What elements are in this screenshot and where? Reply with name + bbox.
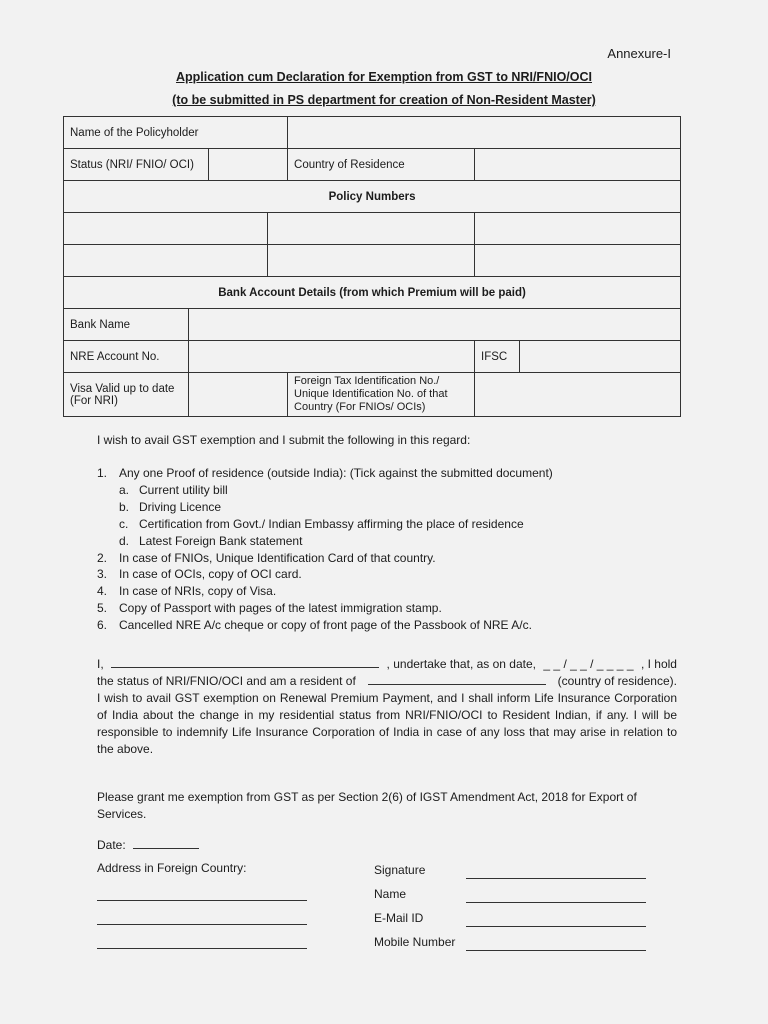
mobile-label: Mobile Number bbox=[374, 935, 456, 949]
name-label: Name bbox=[374, 887, 407, 901]
sub-list-item bbox=[119, 516, 697, 533]
policyholder-field[interactable] bbox=[288, 117, 681, 149]
nre-account-label: NRE Account No. bbox=[64, 341, 189, 373]
email-label: E-Mail ID bbox=[374, 911, 424, 925]
policyholder-label: Name of the Policyholder bbox=[64, 117, 288, 149]
policy-number-field[interactable] bbox=[475, 213, 681, 245]
list-text: In case of NRIs, copy of Visa. bbox=[119, 584, 277, 599]
address-line-3[interactable] bbox=[97, 934, 307, 949]
list-text: Latest Foreign Bank statement bbox=[139, 533, 303, 548]
list-item bbox=[97, 617, 697, 634]
policy-number-field[interactable] bbox=[475, 245, 681, 277]
declaration-country-suffix: (country of residence). bbox=[557, 673, 677, 688]
signature-label: Signature bbox=[374, 863, 426, 877]
date-label: Date: bbox=[97, 838, 126, 852]
name-field[interactable] bbox=[466, 888, 646, 903]
ftin-field[interactable] bbox=[475, 373, 681, 417]
country-label: Country of Residence bbox=[288, 149, 475, 181]
list-number: 5. bbox=[97, 601, 108, 616]
list-number: 1. bbox=[97, 466, 108, 480]
list-item bbox=[97, 550, 697, 567]
declaration-rest: I wish to avail GST exemption on Renewal Premium Payment, and I shall inform Life Insurance Corporation of India about the change in my residential status from NRI/FNIO/OCI to Resident Indian, if any. I will be responsible to indemnify Life Insurance Corporation of India in case of any loss that may arise in relation to the above. bbox=[97, 690, 677, 756]
sub-list-item bbox=[119, 499, 697, 516]
intro-text: I wish to avail GST exemption and I submit the following in this regard: bbox=[97, 433, 471, 447]
status-field[interactable] bbox=[209, 149, 288, 181]
document-list bbox=[97, 465, 697, 634]
declaration-status-text: the status of NRI/FNIO/OCI and am a resident of bbox=[97, 673, 356, 688]
list-text: Any one Proof of residence (outside India): (Tick against the submitted document) bbox=[119, 466, 553, 480]
list-text: Copy of Passport with pages of the latest immigration stamp. bbox=[119, 601, 442, 616]
sub-list-item bbox=[119, 482, 697, 499]
status-label: Status (NRI/ FNIO/ OCI) bbox=[64, 149, 209, 181]
list-text: In case of OCIs, copy of OCI card. bbox=[119, 567, 302, 582]
nre-account-field[interactable] bbox=[189, 341, 475, 373]
list-number: 2. bbox=[97, 550, 108, 565]
list-text: Current utility bill bbox=[139, 482, 228, 497]
list-number: 6. bbox=[97, 618, 108, 633]
list-text: In case of FNIOs, Unique Identification Card of that country. bbox=[119, 550, 436, 565]
list-text: Cancelled NRE A/c cheque or copy of front page of the Passbook of NRE A/c. bbox=[119, 618, 532, 633]
list-text: Driving Licence bbox=[139, 499, 222, 514]
country-blank[interactable] bbox=[368, 673, 546, 685]
address-line-1[interactable] bbox=[97, 886, 307, 901]
bank-name-field[interactable] bbox=[189, 309, 681, 341]
declaration-i: I, bbox=[97, 657, 104, 671]
declaration-hold: , I hold bbox=[640, 657, 677, 671]
list-item bbox=[97, 600, 697, 617]
email-field[interactable] bbox=[466, 912, 646, 927]
bank-details-header: Bank Account Details (from which Premium will be paid) bbox=[64, 277, 681, 309]
policy-number-field[interactable] bbox=[268, 245, 475, 277]
policy-number-field[interactable] bbox=[64, 245, 268, 277]
signature-field[interactable] bbox=[466, 864, 646, 879]
declaration-undertake: , undertake that, as on date, bbox=[386, 657, 536, 671]
annexure-label: Annexure-I bbox=[607, 46, 671, 61]
date-row bbox=[97, 837, 199, 852]
policy-numbers-header: Policy Numbers bbox=[64, 181, 681, 213]
visa-field[interactable] bbox=[189, 373, 288, 417]
bank-name-label: Bank Name bbox=[64, 309, 189, 341]
declarant-name-blank[interactable] bbox=[111, 656, 379, 668]
policy-number-field[interactable] bbox=[268, 213, 475, 245]
ifsc-label: IFSC bbox=[475, 341, 520, 373]
declaration-line bbox=[97, 673, 677, 690]
list-number: a. bbox=[119, 482, 130, 497]
list-text: Certification from Govt./ Indian Embassy affirming the place of residence bbox=[139, 516, 524, 531]
declaration-line bbox=[97, 656, 677, 673]
ifsc-field[interactable] bbox=[520, 341, 681, 373]
list-number: d. bbox=[119, 533, 130, 548]
list-number: 4. bbox=[97, 584, 108, 599]
form-title: Application cum Declaration for Exemption from GST to NRI/FNIO/OCI bbox=[175, 70, 592, 84]
list-item bbox=[97, 566, 697, 583]
list-number: c. bbox=[119, 516, 129, 531]
list-item bbox=[97, 583, 697, 600]
grant-paragraph: Please grant me exemption from GST as per Section 2(6) of IGST Amendment Act, 2018 for Export of Services. bbox=[97, 790, 637, 821]
address-label: Address in Foreign Country: bbox=[97, 861, 247, 875]
form-subtitle: (to be submitted in PS department for creation of Non-Resident Master) bbox=[172, 93, 596, 107]
list-number: b. bbox=[119, 499, 130, 514]
declaration-paragraph bbox=[97, 656, 677, 757]
sub-list-item bbox=[119, 533, 697, 550]
sub-list bbox=[97, 482, 697, 550]
mobile-field[interactable] bbox=[466, 936, 646, 951]
ftin-label: Foreign Tax Identification No./ Unique Identification No. of that Country (For FNIOs/ OCIs) bbox=[288, 373, 475, 417]
list-number: 3. bbox=[97, 567, 108, 582]
visa-label: Visa Valid up to date (For NRI) bbox=[64, 373, 189, 417]
country-field[interactable] bbox=[475, 149, 681, 181]
address-line-2[interactable] bbox=[97, 910, 307, 925]
details-table bbox=[63, 116, 681, 417]
declaration-date-blank[interactable]: _ _ / _ _ / _ _ _ _ bbox=[543, 657, 634, 671]
policy-number-field[interactable] bbox=[64, 213, 268, 245]
date-field[interactable] bbox=[133, 837, 199, 849]
list-item bbox=[97, 465, 697, 482]
